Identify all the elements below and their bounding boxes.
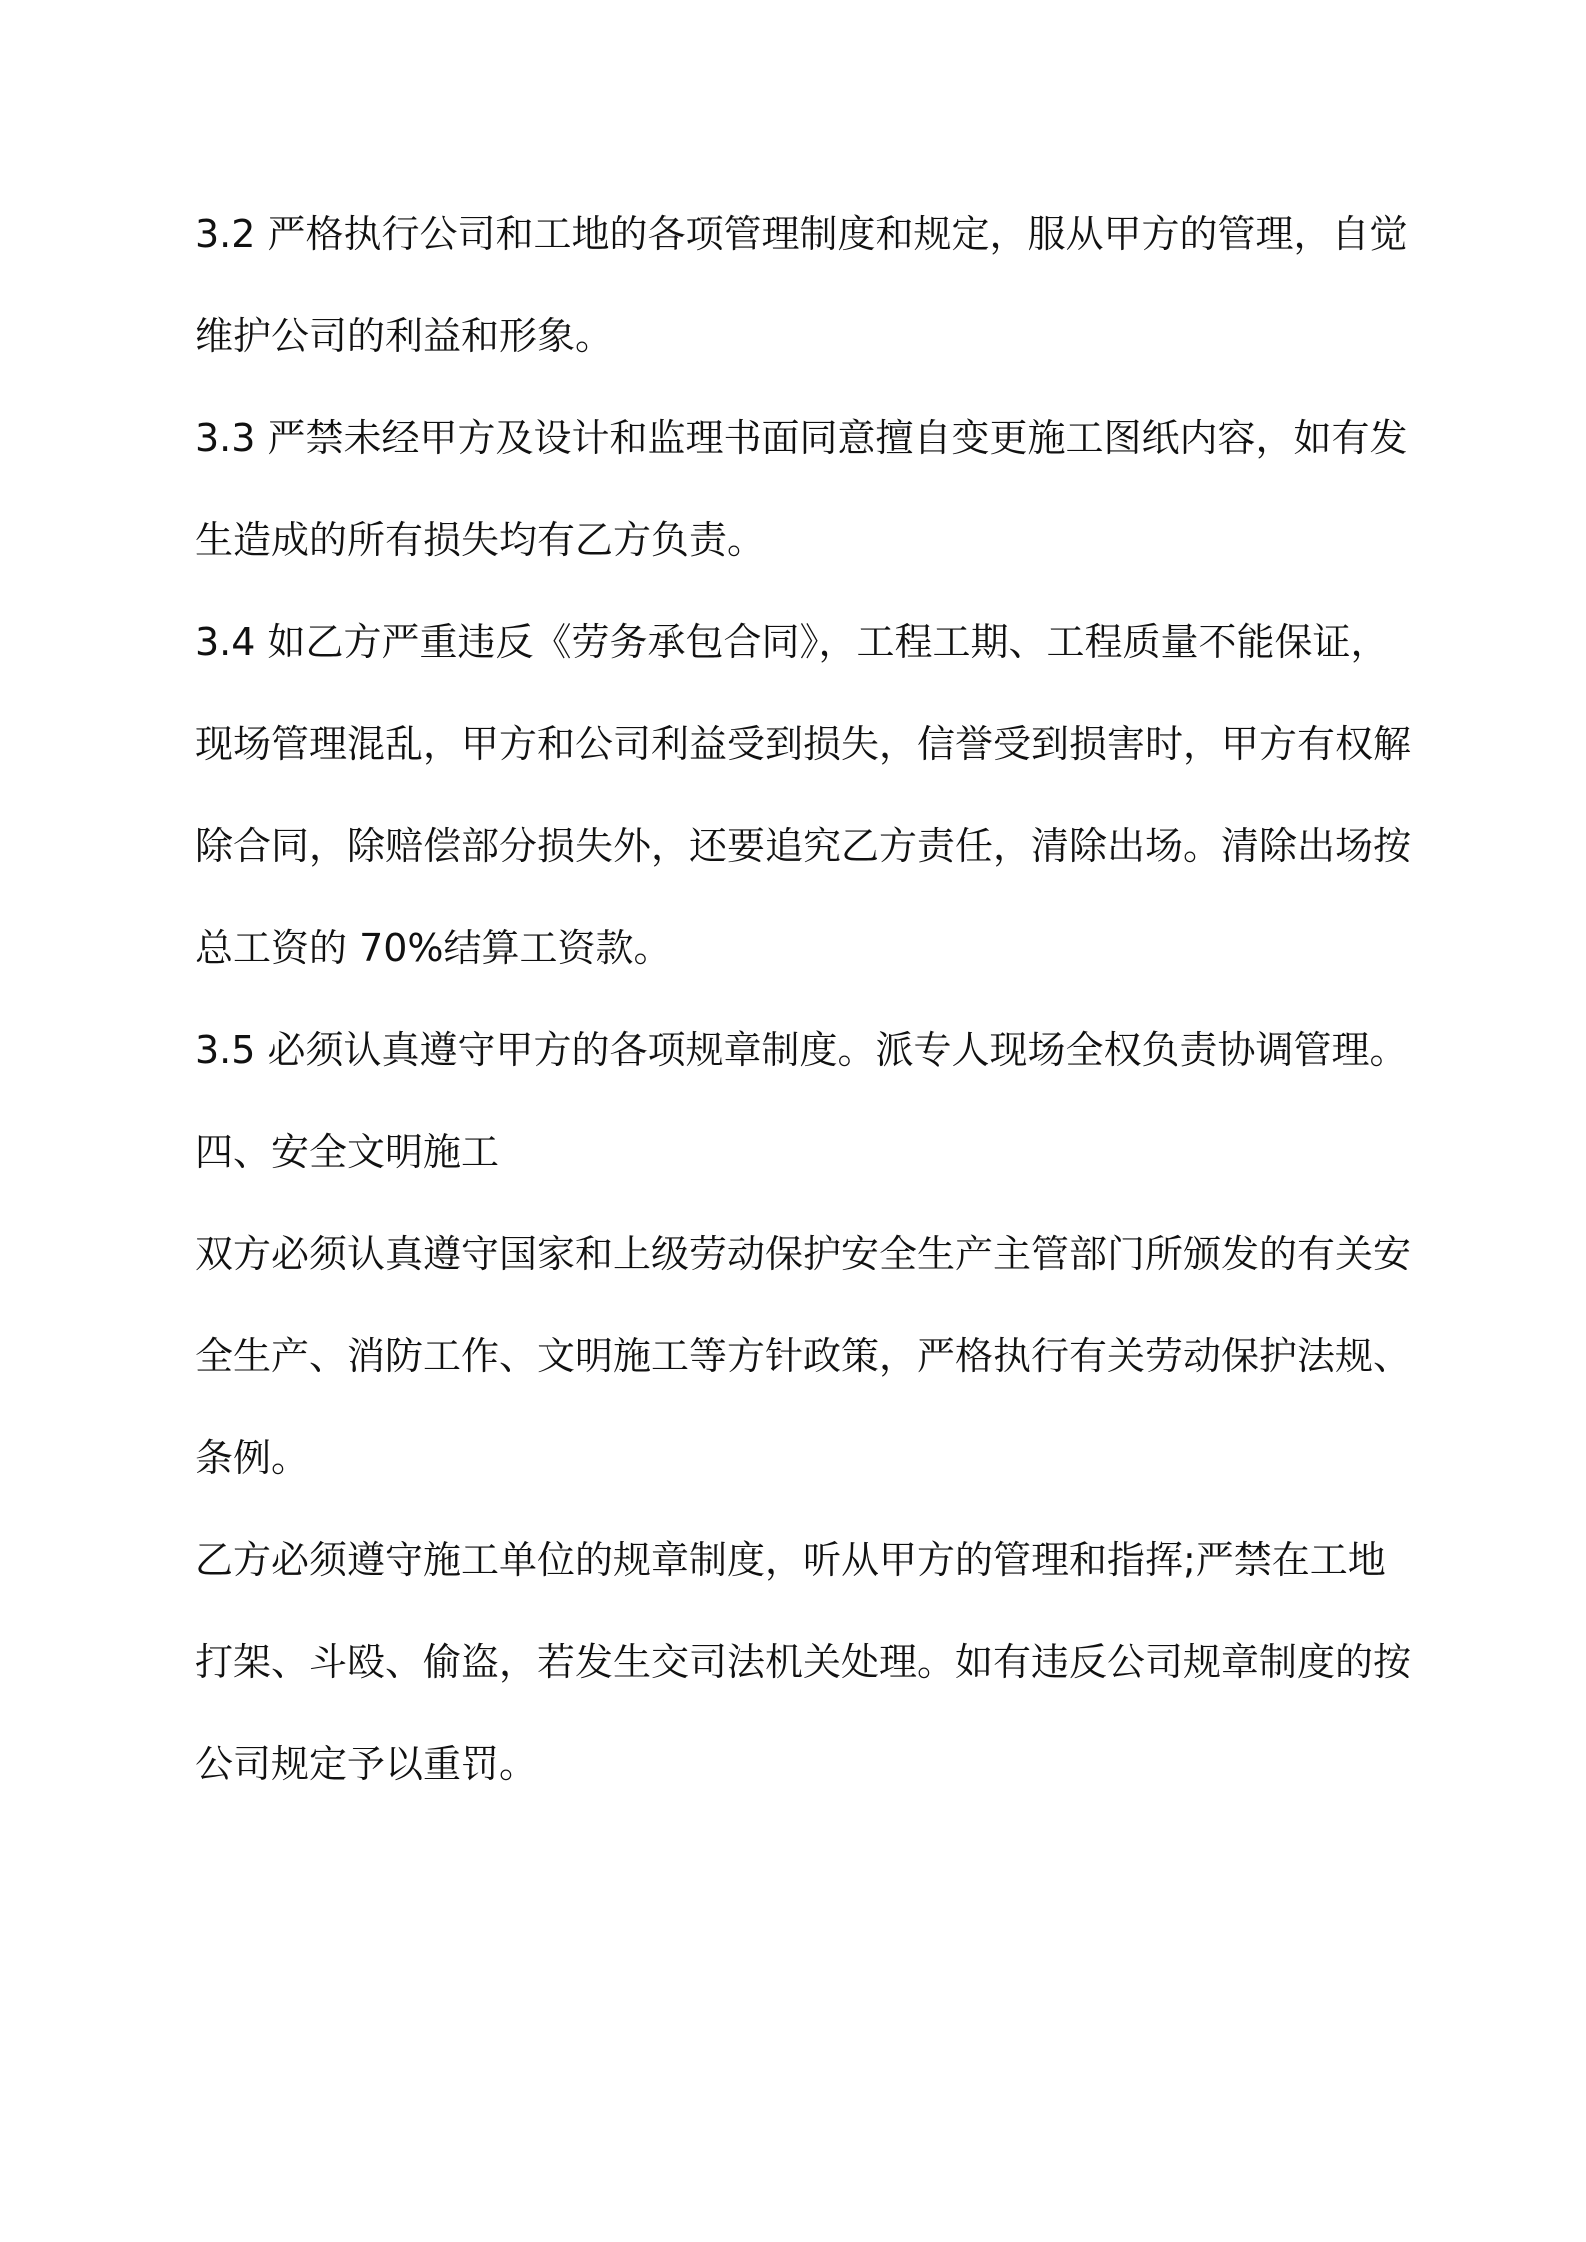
- clause-3-3-line-1: 3.3 严禁未经甲方及设计和监理书面同意擅自变更施工图纸内容，如有发: [195, 416, 1408, 460]
- safety-paragraph-2-line-2: 打架、斗殴、偷盗，若发生交司法机关处理。如有违反公司规章制度的按: [195, 1640, 1412, 1684]
- safety-paragraph-1-line-3: 条例。: [195, 1436, 310, 1480]
- clause-3-4-line-2: 现场管理混乱，甲方和公司利益受到损失，信誉受到损害时，甲方有权解: [195, 722, 1412, 766]
- clause-3-2-line-2: 维护公司的利益和形象。: [195, 314, 614, 358]
- clause-3-3: [195, 387, 1408, 591]
- clause-3-2: [195, 183, 1408, 387]
- section-heading-4: [195, 1101, 1405, 1203]
- safety-paragraph-2-line-3: 公司规定予以重罚。: [195, 1742, 538, 1786]
- safety-paragraph-1: [195, 1203, 1412, 1509]
- section-heading-4-text: 四、安全文明施工: [195, 1130, 500, 1174]
- safety-paragraph-1-line-1: 双方必须认真遵守国家和上级劳动保护安全生产主管部门所颁发的有关安: [195, 1232, 1412, 1276]
- clause-3-4-line-3: 除合同，除赔偿部分损失外，还要追究乙方责任，清除出场。清除出场按: [195, 824, 1412, 868]
- document-body: [195, 183, 1412, 1815]
- clause-3-5-line-1: 3.5 必须认真遵守甲方的各项规章制度。派专人现场全权负责协调管理。: [195, 1028, 1408, 1072]
- clause-3-2-line-1: 3.2 严格执行公司和工地的各项管理制度和规定，服从甲方的管理，自觉: [195, 212, 1408, 256]
- safety-paragraph-1-line-2: 全生产、消防工作、文明施工等方针政策，严格执行有关劳动保护法规、: [195, 1334, 1412, 1378]
- safety-paragraph-2-line-1: 乙方必须遵守施工单位的规章制度，听从甲方的管理和指挥;严禁在工地: [195, 1538, 1386, 1582]
- safety-paragraph-2: [195, 1509, 1412, 1815]
- clause-3-5: [195, 999, 1408, 1101]
- clause-3-3-line-2: 生造成的所有损失均有乙方负责。: [195, 518, 766, 562]
- clause-3-4-line-1: 3.4 如乙方严重违反《劳务承包合同》，工程工期、工程质量不能保证，: [195, 620, 1389, 664]
- clause-3-4-line-4: 总工资的 70%结算工资款。: [195, 926, 672, 970]
- clause-3-4: [195, 591, 1412, 999]
